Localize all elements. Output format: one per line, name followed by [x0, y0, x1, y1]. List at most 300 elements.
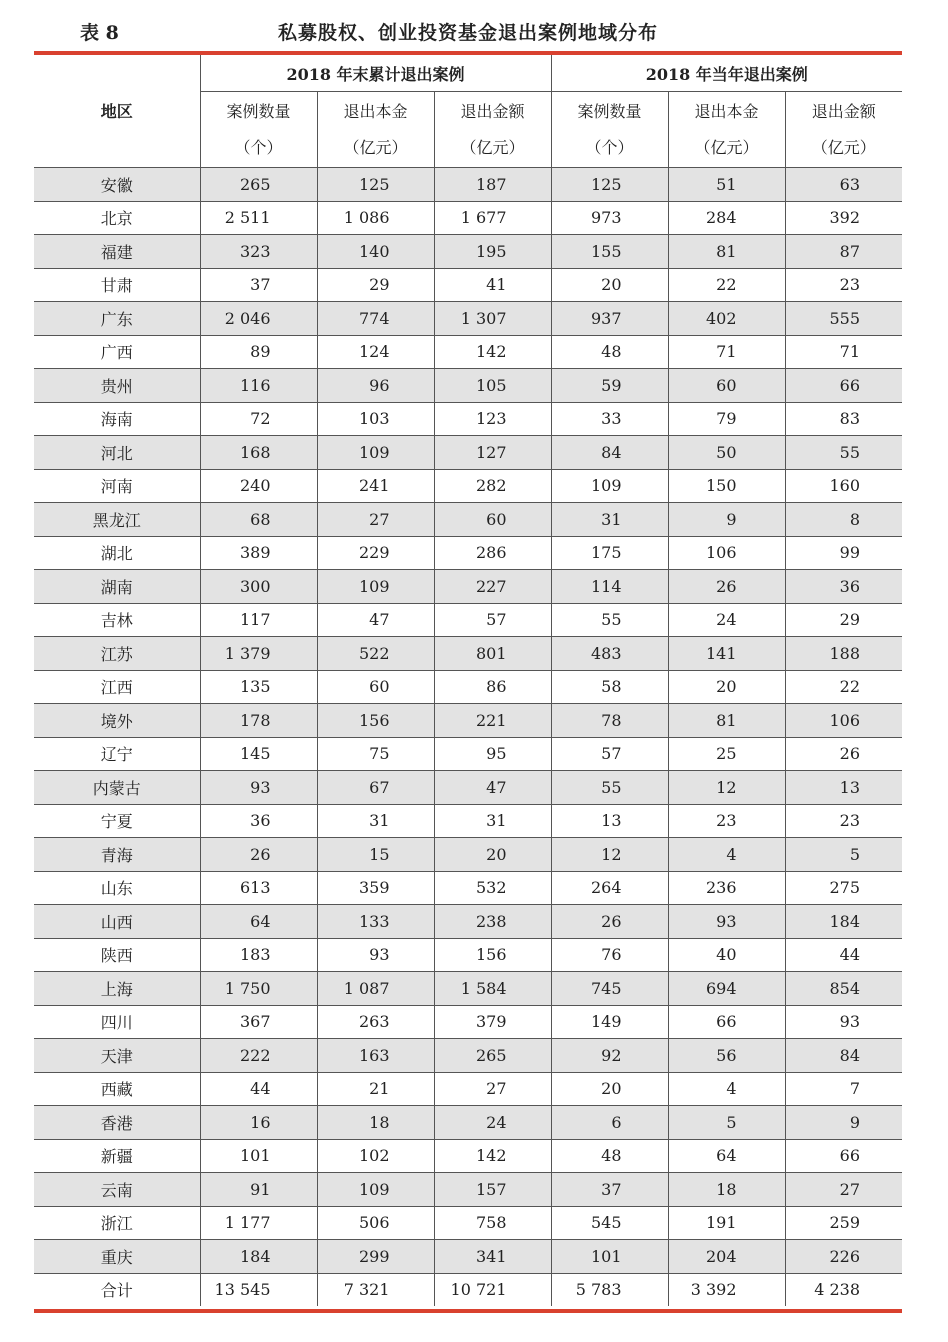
value-cell: [200, 335, 317, 369]
value-cell: [551, 469, 668, 503]
value-text: 221: [475, 710, 507, 730]
value-cell: [785, 603, 902, 637]
value-cell: [668, 938, 785, 972]
sub-column-label: 退出本金: [694, 101, 759, 121]
value-text: 7: [849, 1079, 860, 1099]
value-text: 22: [716, 275, 737, 295]
value-text: 23: [716, 811, 737, 831]
value-cell: [434, 603, 551, 637]
value-cell: [551, 871, 668, 905]
value-text: 86: [486, 677, 507, 697]
value-text: 229: [358, 543, 390, 563]
exit-cases-table: [34, 55, 902, 1306]
value-text: 47: [486, 777, 507, 797]
value-cell: [785, 1173, 902, 1207]
value-text: 109: [358, 442, 390, 462]
value-cell: [785, 704, 902, 738]
value-cell: [317, 436, 434, 470]
value-text: 93: [250, 777, 271, 797]
region-name-cell: 江苏: [34, 637, 200, 671]
value-text: 26: [716, 576, 737, 596]
value-cell: [434, 1106, 551, 1140]
sub-column-unit: （亿元）: [811, 137, 876, 157]
value-text: 532: [475, 878, 507, 898]
value-text: 84: [601, 442, 622, 462]
sub-column-header: [785, 92, 902, 168]
value-cell: [551, 1139, 668, 1173]
value-text: 13: [839, 777, 860, 797]
value-text: 506: [358, 1213, 390, 1233]
value-text: 92: [601, 1045, 622, 1065]
value-text: 51: [716, 174, 737, 194]
table-row: [34, 1039, 902, 1073]
value-cell: [668, 737, 785, 771]
value-text: 63: [839, 174, 860, 194]
table-row: [34, 1173, 902, 1207]
value-text: 16: [250, 1112, 271, 1132]
value-cell: [200, 1072, 317, 1106]
value-cell: [668, 235, 785, 269]
value-cell: [317, 1039, 434, 1073]
value-text: 367: [239, 1012, 271, 1032]
value-cell: [551, 503, 668, 537]
value-cell: [668, 1039, 785, 1073]
value-text: 95: [486, 744, 507, 764]
value-text: 31: [601, 509, 622, 529]
value-cell: [785, 235, 902, 269]
region-name-cell: 天津: [34, 1039, 200, 1073]
table-row: [34, 369, 902, 403]
value-text: 178: [239, 710, 271, 730]
region-name-cell: 青海: [34, 838, 200, 872]
value-cell: [317, 1240, 434, 1274]
value-text: 37: [250, 275, 271, 295]
value-text: 545: [590, 1213, 622, 1233]
value-text: 5: [849, 844, 860, 864]
region-name-cell: 内蒙古: [34, 771, 200, 805]
value-cell: [317, 536, 434, 570]
value-cell: [785, 771, 902, 805]
value-text: 102: [358, 1146, 390, 1166]
value-text: 8: [849, 509, 860, 529]
value-cell: [551, 838, 668, 872]
value-text: 71: [716, 342, 737, 362]
value-cell: [434, 704, 551, 738]
value-cell: [668, 469, 785, 503]
sub-column-header: [200, 92, 317, 168]
value-cell: [200, 268, 317, 302]
value-cell: [668, 838, 785, 872]
value-cell: [668, 905, 785, 939]
value-text: 142: [475, 342, 507, 362]
value-text: 284: [705, 208, 737, 228]
value-cell: [668, 1273, 785, 1306]
value-text: 275: [829, 878, 860, 898]
table-row: [34, 704, 902, 738]
value-cell: [434, 369, 551, 403]
value-text: 31: [369, 811, 390, 831]
value-text: 389: [239, 543, 271, 563]
value-text: 1 379: [224, 643, 271, 663]
value-text: 105: [475, 375, 507, 395]
value-text: 103: [358, 409, 390, 429]
value-cell: [551, 168, 668, 202]
value-text: 60: [716, 375, 737, 395]
table-row: [34, 536, 902, 570]
region-name-cell: 福建: [34, 235, 200, 269]
value-cell: [785, 1106, 902, 1140]
value-cell: [317, 1139, 434, 1173]
value-text: 7 321: [343, 1280, 390, 1300]
value-cell: [317, 737, 434, 771]
value-cell: [200, 469, 317, 503]
value-cell: [434, 938, 551, 972]
value-cell: [317, 1273, 434, 1306]
value-cell: [551, 402, 668, 436]
value-cell: [200, 235, 317, 269]
value-cell: [200, 1139, 317, 1173]
value-text: 6: [611, 1112, 622, 1132]
value-text: 101: [590, 1246, 622, 1266]
table-row: [34, 1005, 902, 1039]
value-cell: [200, 201, 317, 235]
table-row: [34, 1139, 902, 1173]
value-text: 150: [705, 476, 737, 496]
value-text: 694: [705, 978, 737, 998]
value-cell: [434, 1273, 551, 1306]
value-cell: [785, 838, 902, 872]
table-row: [34, 168, 902, 202]
value-cell: [785, 335, 902, 369]
value-text: 48: [601, 1146, 622, 1166]
value-cell: [434, 402, 551, 436]
cumulative-group-header: 2018 年末累计退出案例: [200, 55, 551, 92]
value-text: 91: [250, 1179, 271, 1199]
value-text: 286: [475, 543, 507, 563]
value-cell: [551, 268, 668, 302]
value-text: 854: [829, 978, 860, 998]
value-cell: [785, 436, 902, 470]
value-text: 114: [590, 576, 622, 596]
value-text: 55: [601, 777, 622, 797]
table-row: [34, 436, 902, 470]
value-cell: [200, 1106, 317, 1140]
value-text: 379: [475, 1012, 507, 1032]
value-text: 117: [239, 610, 271, 630]
value-cell: [200, 704, 317, 738]
value-text: 555: [829, 308, 860, 328]
value-text: 93: [369, 945, 390, 965]
table-title-bar: [34, 14, 902, 46]
value-text: 106: [705, 543, 737, 563]
value-cell: [551, 302, 668, 336]
value-text: 155: [590, 241, 622, 261]
value-cell: [551, 1273, 668, 1306]
value-cell: [551, 771, 668, 805]
value-cell: [200, 369, 317, 403]
value-cell: [434, 871, 551, 905]
value-cell: [668, 637, 785, 671]
value-cell: [434, 670, 551, 704]
sub-column-unit: （亿元）: [343, 137, 408, 157]
value-text: 26: [250, 844, 271, 864]
value-text: 227: [475, 576, 507, 596]
value-text: 20: [601, 1079, 622, 1099]
value-text: 81: [716, 241, 737, 261]
value-text: 259: [829, 1213, 860, 1233]
value-cell: [785, 570, 902, 604]
value-text: 13 545: [214, 1280, 271, 1300]
value-cell: [551, 536, 668, 570]
sub-column-label: 案例数量: [226, 101, 291, 121]
value-text: 10 721: [450, 1280, 507, 1300]
value-text: 801: [475, 643, 507, 663]
region-name-cell: 河北: [34, 436, 200, 470]
value-cell: [317, 637, 434, 671]
value-cell: [200, 637, 317, 671]
value-text: 89: [250, 342, 271, 362]
region-name-cell: 辽宁: [34, 737, 200, 771]
value-cell: [551, 369, 668, 403]
value-cell: [434, 1206, 551, 1240]
value-cell: [200, 436, 317, 470]
value-cell: [434, 235, 551, 269]
value-cell: [785, 536, 902, 570]
value-cell: [668, 536, 785, 570]
value-cell: [200, 804, 317, 838]
value-cell: [668, 369, 785, 403]
value-text: 29: [839, 610, 860, 630]
value-text: 973: [590, 208, 622, 228]
value-text: 36: [250, 811, 271, 831]
value-text: 60: [369, 677, 390, 697]
value-cell: [434, 168, 551, 202]
value-text: 4: [726, 1079, 737, 1099]
value-cell: [200, 737, 317, 771]
value-cell: [785, 168, 902, 202]
value-text: 1 307: [460, 308, 507, 328]
value-cell: [785, 302, 902, 336]
value-cell: [785, 503, 902, 537]
value-text: 745: [590, 978, 622, 998]
table-row: [34, 268, 902, 302]
value-cell: [317, 168, 434, 202]
value-cell: [200, 603, 317, 637]
region-name-cell: 安徽: [34, 168, 200, 202]
value-cell: [200, 402, 317, 436]
value-text: 12: [716, 777, 737, 797]
value-text: 23: [839, 275, 860, 295]
value-cell: [551, 1072, 668, 1106]
value-cell: [785, 972, 902, 1006]
value-cell: [785, 804, 902, 838]
bottom-red-rule: [34, 1309, 902, 1313]
value-text: 109: [590, 476, 622, 496]
value-text: 156: [358, 710, 390, 730]
sub-column-unit: （个）: [585, 137, 634, 157]
value-cell: [317, 201, 434, 235]
value-text: 55: [601, 610, 622, 630]
value-text: 21: [369, 1079, 390, 1099]
value-cell: [317, 603, 434, 637]
value-cell: [668, 168, 785, 202]
region-column-header: 地区: [34, 55, 200, 168]
value-text: 156: [475, 945, 507, 965]
value-text: 26: [601, 911, 622, 931]
value-cell: [668, 201, 785, 235]
value-cell: [200, 972, 317, 1006]
value-text: 127: [475, 442, 507, 462]
value-cell: [668, 1206, 785, 1240]
value-text: 522: [358, 643, 390, 663]
value-cell: [317, 871, 434, 905]
value-cell: [551, 737, 668, 771]
value-cell: [200, 771, 317, 805]
value-text: 24: [486, 1112, 507, 1132]
value-cell: [551, 704, 668, 738]
value-text: 238: [475, 911, 507, 931]
value-text: 96: [369, 375, 390, 395]
table-row: [34, 603, 902, 637]
value-text: 124: [358, 342, 390, 362]
value-text: 31: [486, 811, 507, 831]
value-cell: [434, 335, 551, 369]
value-text: 188: [829, 643, 860, 663]
value-text: 66: [839, 1146, 860, 1166]
value-text: 64: [716, 1146, 737, 1166]
value-text: 300: [239, 576, 271, 596]
value-text: 1 584: [460, 978, 507, 998]
value-cell: [785, 1072, 902, 1106]
region-name-cell: 云南: [34, 1173, 200, 1207]
value-text: 265: [239, 174, 271, 194]
value-cell: [668, 1240, 785, 1274]
value-text: 299: [358, 1246, 390, 1266]
region-name-cell: 贵州: [34, 369, 200, 403]
value-text: 27: [486, 1079, 507, 1099]
value-cell: [200, 503, 317, 537]
region-name-cell: 浙江: [34, 1206, 200, 1240]
value-cell: [434, 838, 551, 872]
value-text: 99: [839, 543, 860, 563]
region-name-cell: 河南: [34, 469, 200, 503]
value-text: 33: [601, 409, 622, 429]
value-cell: [551, 235, 668, 269]
sub-column-label: 退出本金: [343, 101, 408, 121]
value-text: 37: [601, 1179, 622, 1199]
value-cell: [434, 804, 551, 838]
value-cell: [668, 1106, 785, 1140]
value-cell: [317, 302, 434, 336]
value-cell: [668, 871, 785, 905]
table-row: [34, 637, 902, 671]
value-text: 191: [705, 1213, 737, 1233]
value-text: 1 177: [224, 1213, 271, 1233]
table-row: [34, 737, 902, 771]
table-row: [34, 302, 902, 336]
table-row: [34, 670, 902, 704]
region-name-cell: 境外: [34, 704, 200, 738]
value-text: 20: [486, 844, 507, 864]
value-text: 18: [369, 1112, 390, 1132]
region-name-cell: 重庆: [34, 1240, 200, 1274]
value-cell: [551, 335, 668, 369]
value-cell: [434, 737, 551, 771]
value-cell: [785, 1273, 902, 1306]
value-text: 157: [475, 1179, 507, 1199]
value-text: 79: [716, 409, 737, 429]
region-name-cell: 西藏: [34, 1072, 200, 1106]
region-name-cell: 四川: [34, 1005, 200, 1039]
value-text: 48: [601, 342, 622, 362]
value-cell: [668, 1173, 785, 1207]
value-text: 1 086: [343, 208, 390, 228]
value-cell: [434, 771, 551, 805]
value-text: 67: [369, 777, 390, 797]
value-cell: [785, 905, 902, 939]
value-cell: [434, 570, 551, 604]
value-text: 87: [839, 241, 860, 261]
value-cell: [785, 1005, 902, 1039]
value-cell: [785, 1039, 902, 1073]
value-cell: [317, 1173, 434, 1207]
value-cell: [317, 905, 434, 939]
value-cell: [434, 503, 551, 537]
value-cell: [785, 737, 902, 771]
value-text: 13: [601, 811, 622, 831]
value-text: 20: [716, 677, 737, 697]
value-cell: [200, 1005, 317, 1039]
table-row: [34, 905, 902, 939]
value-cell: [434, 1139, 551, 1173]
value-cell: [668, 1072, 785, 1106]
value-cell: [317, 938, 434, 972]
region-name-cell: 北京: [34, 201, 200, 235]
value-text: 125: [590, 174, 622, 194]
value-cell: [317, 268, 434, 302]
value-cell: [785, 369, 902, 403]
value-cell: [785, 268, 902, 302]
region-name-cell: 合计: [34, 1273, 200, 1306]
region-name-cell: 吉林: [34, 603, 200, 637]
value-text: 66: [839, 375, 860, 395]
value-cell: [551, 603, 668, 637]
value-text: 163: [358, 1045, 390, 1065]
table-body: [34, 168, 902, 1307]
value-cell: [434, 201, 551, 235]
value-cell: [668, 402, 785, 436]
region-name-cell: 上海: [34, 972, 200, 1006]
value-text: 184: [239, 1246, 271, 1266]
value-cell: [551, 1106, 668, 1140]
value-text: 183: [239, 945, 271, 965]
value-cell: [434, 972, 551, 1006]
table-row: [34, 570, 902, 604]
value-cell: [317, 369, 434, 403]
value-cell: [200, 302, 317, 336]
value-cell: [200, 1273, 317, 1306]
value-cell: [434, 536, 551, 570]
table-row: [34, 1072, 902, 1106]
value-cell: [668, 302, 785, 336]
value-text: 483: [590, 643, 622, 663]
value-text: 2 046: [224, 308, 271, 328]
value-cell: [551, 1173, 668, 1207]
value-cell: [200, 670, 317, 704]
value-text: 57: [601, 744, 622, 764]
value-cell: [785, 201, 902, 235]
value-cell: [317, 1005, 434, 1039]
